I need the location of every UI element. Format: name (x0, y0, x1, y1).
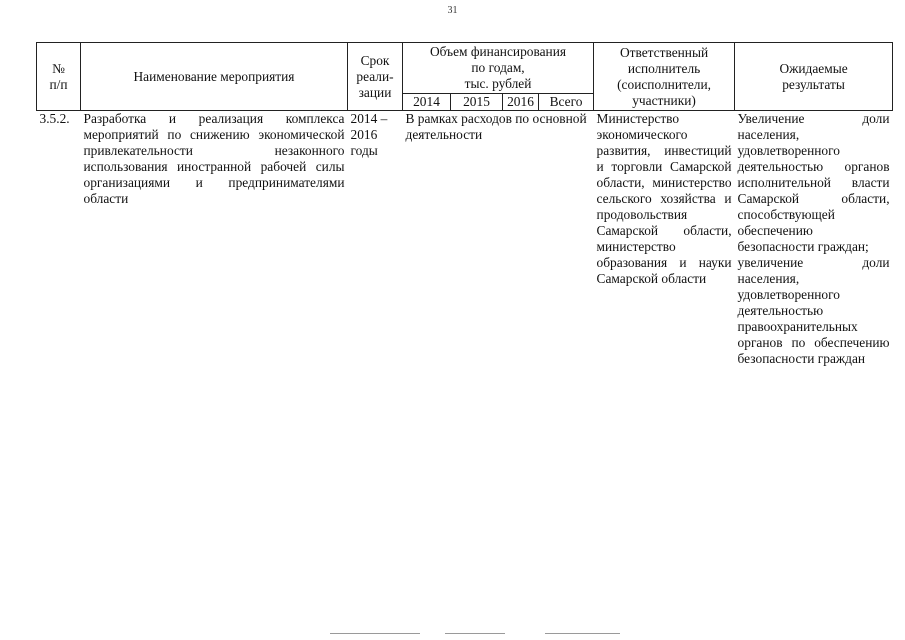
page-number: 31 (447, 5, 458, 16)
scan-artifact-line (445, 633, 505, 634)
row-term: 2014 – 2016 годы (350, 111, 388, 158)
table-row (37, 111, 893, 368)
header-number: № п/п (37, 43, 81, 111)
header-year-2016: 2016 (503, 94, 539, 111)
header-name: Наименование мероприятия (81, 43, 348, 111)
header-financing: Объем финансирования по годам, тыс. рублей (403, 43, 594, 94)
row-number: 3.5.2. (39, 111, 70, 126)
header-total: Всего (539, 94, 594, 111)
header-year-2015: 2015 (451, 94, 503, 111)
result-item: увеличение доли населения, удовлетворенного деятельностью правоохранительных органов по обеспечению безопасности граждан (737, 255, 890, 366)
scan-artifact-line (330, 633, 420, 634)
row-responsible: Министерство экономического развития, инвестиций и торговли Самарской области, министерство сельского хозяйства и продовольствия Самарской области, министерство образования и науки Самарской области (596, 111, 732, 286)
measures-table (36, 42, 893, 367)
header-responsible: Ответственный исполнитель (соисполнители, участники) (594, 43, 735, 111)
header-term: Срок реали- зации (348, 43, 403, 111)
row-results (735, 111, 893, 368)
header-year-2014: 2014 (403, 94, 451, 111)
scan-artifact-line (545, 633, 620, 634)
result-item: Увеличение доли населения, удовлетворенного деятельностью органов исполнительной власти Самарской области, способствующей обеспечению безопасности граждан; (737, 111, 890, 254)
row-name: Разработка и реализация комплекса мероприятий по снижению экономической привлекательности незаконного использования иностранной рабочей силы организациями и предпринимателями области (83, 111, 345, 206)
row-financing: В рамках расходов по основной деятельности (405, 111, 587, 142)
header-results: Ожидаемые результаты (735, 43, 893, 111)
